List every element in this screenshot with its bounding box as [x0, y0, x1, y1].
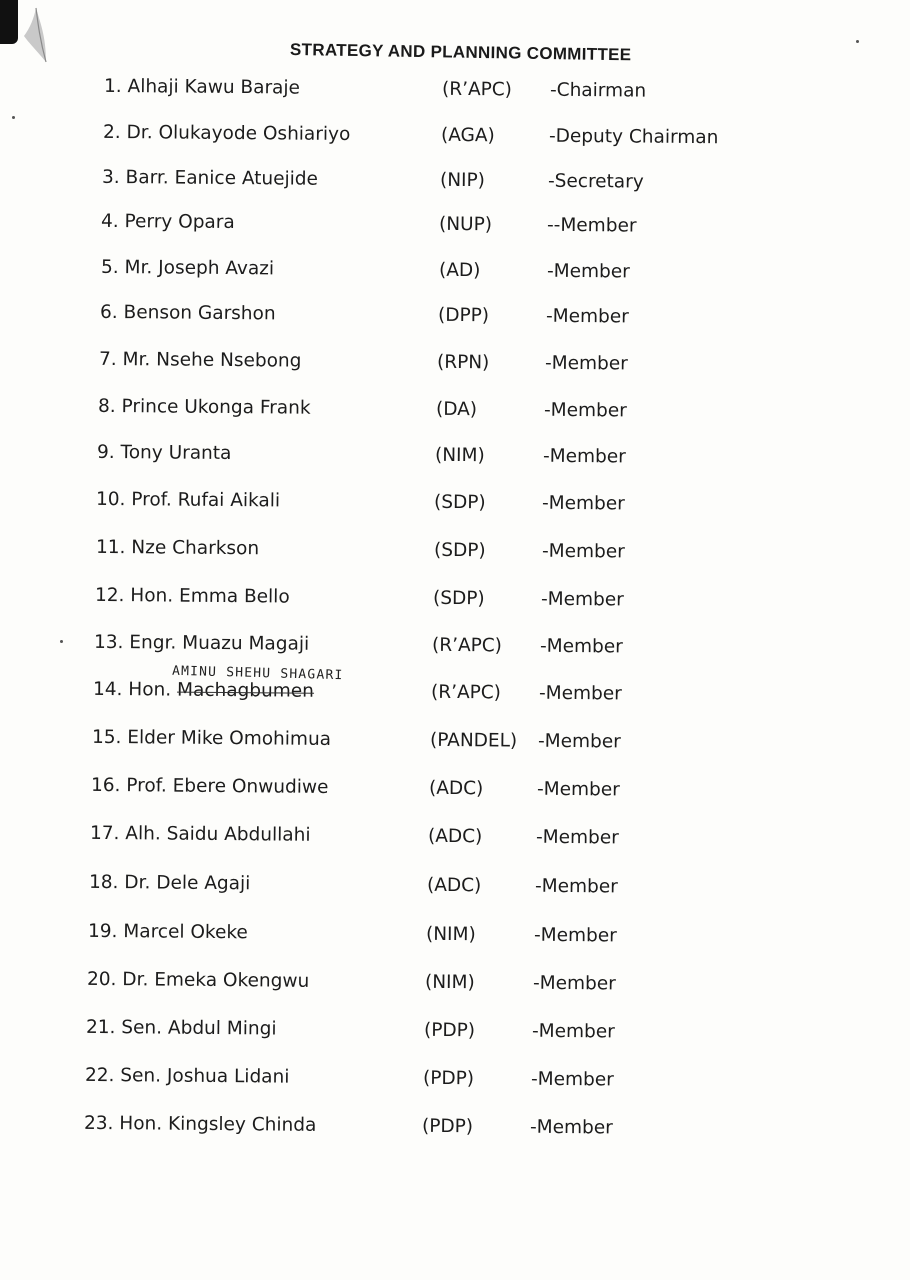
member-role: -Chairman [549, 79, 647, 102]
member-role: -Member [539, 635, 623, 658]
member-role: -Member [532, 972, 616, 995]
list-item [85, 1065, 805, 1101]
member-name: 19. Marcel Okeke [87, 920, 248, 944]
member-party: (SDP) [433, 539, 486, 562]
list-item [84, 1113, 804, 1149]
member-name: 20. Dr. Emeka Okengwu [86, 968, 310, 992]
member-party: (ADC) [428, 777, 484, 800]
list-item [86, 1017, 806, 1053]
member-party: (PANDEL) [429, 729, 518, 752]
member-role: -Member [530, 1068, 614, 1091]
list-item [91, 775, 811, 811]
member-role: -Member [538, 682, 622, 705]
member-name: 13. Engr. Muazu Magaji [93, 631, 310, 655]
member-name: 5. Mr. Joseph Avazi [100, 256, 275, 280]
member-role: -Member [546, 260, 630, 283]
member-name: 3. Barr. Eanice Atuejide [101, 166, 319, 190]
member-role: -Member [533, 924, 617, 947]
member-role: -Member [536, 778, 620, 801]
member-party: (DA) [435, 398, 478, 421]
member-name: 22. Sen. Joshua Lidani [84, 1064, 290, 1088]
member-party: (R’APC) [430, 681, 502, 704]
list-item [102, 167, 822, 203]
list-item [94, 632, 814, 668]
member-party: (RPN) [436, 351, 490, 374]
member-role: -Member [545, 305, 629, 328]
member-name: 1. Alhaji Kawu Baraje [103, 75, 301, 99]
list-item [88, 921, 808, 957]
member-party: (PDP) [421, 1115, 474, 1138]
member-name: 23. Hon. Kingsley Chinda [83, 1112, 317, 1136]
member-role: -Member [541, 540, 625, 563]
member-party: (PDP) [423, 1019, 476, 1042]
list-item [96, 537, 816, 573]
member-name: 12. Hon. Emma Bello [94, 584, 290, 608]
member-party: (AD) [438, 259, 481, 282]
member-role: -Member [541, 492, 625, 515]
member-role: -Member [542, 445, 626, 468]
member-name: 15. Elder Mike Omohimua [91, 726, 332, 750]
member-name [93, 679, 314, 702]
struck-name: Machagbumen [176, 679, 315, 702]
list-item [98, 396, 818, 432]
list-item [101, 211, 821, 247]
list-item [96, 489, 816, 525]
list-item [92, 727, 812, 763]
member-role: -Deputy Chairman [548, 125, 719, 149]
list-item [93, 679, 813, 715]
list-item [99, 349, 819, 385]
member-party: (ADC) [426, 874, 482, 897]
handwritten-correction: AMINU SHEHU SHAGARI [171, 663, 344, 684]
member-name: 7. Mr. Nsehe Nsebong [98, 348, 302, 372]
list-item [90, 823, 810, 859]
member-party: (DPP) [437, 304, 490, 327]
list-item [100, 302, 820, 338]
member-role: -Member [544, 352, 628, 375]
member-party: (NIM) [434, 444, 485, 467]
list-item [104, 76, 824, 112]
member-name: 11. Nze Charkson [95, 536, 260, 560]
member-role: -Member [540, 588, 624, 611]
member-party: (AGA) [440, 124, 495, 147]
member-name: 6. Benson Garshon [99, 301, 276, 325]
member-name: 2. Dr. Olukayode Oshiariyo [102, 121, 351, 146]
member-party: (R’APC) [431, 634, 503, 657]
member-party: (R’APC) [441, 78, 513, 101]
member-name: 8. Prince Ukonga Frank [97, 395, 311, 419]
list-item [103, 122, 823, 158]
member-party: (PDP) [422, 1067, 475, 1090]
member-name: 9. Tony Uranta [96, 441, 232, 465]
member-role: --Member [546, 214, 637, 237]
member-role: -Secretary [547, 170, 644, 193]
list-item [97, 442, 817, 478]
list-item [87, 969, 807, 1005]
member-title: 14. Hon. [92, 678, 178, 701]
member-role: -Member [534, 875, 618, 898]
member-role: -Member [529, 1116, 613, 1139]
member-name: 17. Alh. Saidu Abdullahi [89, 822, 311, 846]
page-title: STRATEGY AND PLANNING COMMITTEE [289, 40, 632, 65]
list-item [101, 257, 821, 293]
member-party: (NUP) [438, 213, 493, 236]
list-item [95, 585, 815, 621]
member-party: (SDP) [432, 587, 485, 610]
member-party: (NIM) [425, 923, 476, 946]
member-party: (NIP) [439, 169, 486, 192]
member-role: -Member [537, 730, 621, 753]
member-name: 18. Dr. Dele Agaji [88, 871, 251, 895]
member-name: 10. Prof. Rufai Aikali [95, 488, 281, 512]
member-role: -Member [543, 399, 627, 422]
member-name: 21. Sen. Abdul Mingi [85, 1016, 277, 1040]
member-party: (SDP) [433, 491, 486, 514]
member-party: (ADC) [427, 825, 483, 848]
member-name: 4. Perry Opara [100, 210, 235, 234]
member-name: 16. Prof. Ebere Onwudiwe [90, 774, 329, 798]
member-role: -Member [531, 1020, 615, 1043]
member-party: (NIM) [424, 971, 475, 994]
list-item [89, 872, 809, 908]
member-role: -Member [535, 826, 619, 849]
